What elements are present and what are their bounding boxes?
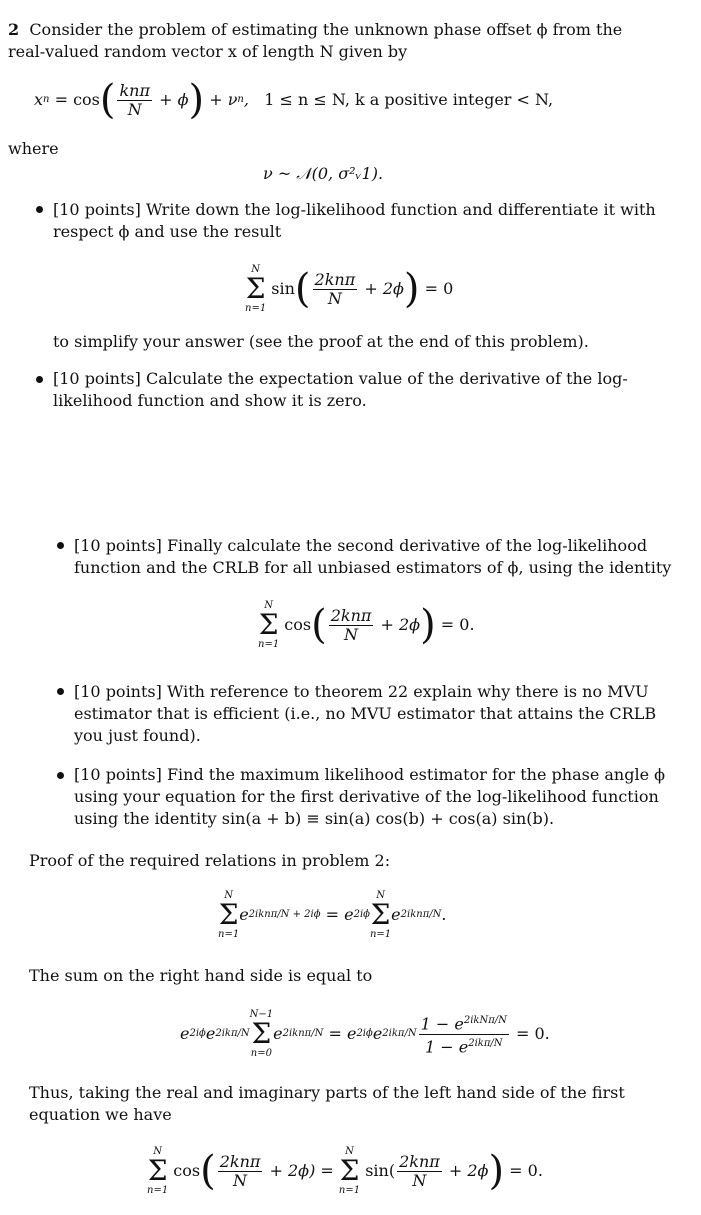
- bullet-2-line1: [10 points] Calculate the expectation value of the derivative of the log-: [53, 369, 628, 388]
- proof-c-lparen: (: [200, 1148, 216, 1194]
- bullet-3-dot: [57, 542, 64, 549]
- proof-c-upper: N: [153, 1146, 162, 1157]
- bullet-5-dot: [57, 772, 64, 779]
- proof-b-exp1b: 2iϕ: [356, 1028, 373, 1039]
- proof-c-cos: cos: [173, 1161, 201, 1180]
- proof-b-exp2: 2ikπ/N: [215, 1028, 250, 1039]
- bullet-1-dot: [36, 206, 43, 213]
- sum-cos-upper: N: [264, 600, 273, 611]
- equation-proof-b: [180, 1003, 550, 1065]
- sum-sin-func: sin: [271, 279, 295, 298]
- proof-c-frac1: [218, 1153, 263, 1190]
- eq1-condition: 1 ≤ n ≤ N, k a positive integer < N,: [264, 90, 554, 109]
- proof-c-upper2: N: [345, 1146, 354, 1157]
- eq1-sub: n: [43, 94, 50, 105]
- proof-sentence2-line1: Thus, taking the real and imaginary parts of the left hand side of the first: [29, 1083, 625, 1102]
- bullet-2-dot: [36, 376, 43, 383]
- eq1-rparen: ): [188, 77, 205, 123]
- sigma-symbol: Σ: [147, 1154, 168, 1187]
- proof-c-sin: sin(: [365, 1161, 396, 1180]
- proof-b-upper: N−1: [249, 1009, 274, 1020]
- proof-b-e4: e: [372, 1024, 383, 1043]
- proof-a-term2: e: [391, 905, 401, 924]
- bullet-1-after: to simplify your answer (see the proof at the end of this problem).: [53, 332, 589, 351]
- equation-sum-sin: [245, 259, 453, 319]
- proof-b-den: 1 − e: [424, 1036, 469, 1056]
- sum-sin-sigma: [245, 264, 266, 314]
- proof-a-end: .: [441, 905, 447, 924]
- eq1-num: knπ: [119, 80, 150, 100]
- sum-cos-rparen: ): [420, 602, 436, 648]
- proof-sentence1: The sum on the right hand side is equal to: [29, 966, 373, 985]
- eq1-den: N: [127, 99, 142, 119]
- problem-intro-line1: [8, 19, 622, 41]
- where-label: where: [8, 139, 59, 158]
- eq1-frac: [117, 82, 152, 119]
- proof-c-tail2: + 2ϕ: [448, 1161, 489, 1180]
- proof-c-den2: N: [412, 1170, 427, 1190]
- sum-sin-rhs: = 0: [424, 279, 454, 298]
- proof-a-term: e: [239, 905, 249, 924]
- eq1-cos: = cos: [54, 90, 100, 109]
- proof-b-sigma: [250, 1009, 274, 1059]
- proof-a-upper2: N: [376, 890, 385, 901]
- sigma-symbol: Σ: [258, 608, 279, 641]
- proof-c-frac2: [397, 1153, 442, 1190]
- sum-cos-func: cos: [284, 615, 312, 634]
- eq1-lparen: (: [99, 77, 116, 123]
- proof-b-den-exp: 2ikπ/N: [468, 1037, 503, 1049]
- proof-b-exp1: 2iϕ: [189, 1028, 206, 1039]
- intro-text: Consider the problem of estimating the unknown phase offset ϕ from the: [29, 20, 623, 39]
- equation-proof-a: [218, 885, 447, 945]
- proof-b-e2: e: [205, 1024, 216, 1043]
- sum-sin-tail: + 2ϕ: [364, 279, 404, 298]
- sum-sin-den: N: [327, 288, 342, 308]
- proof-c-lower2: n=1: [338, 1185, 361, 1196]
- proof-a-lower2: n=1: [369, 929, 392, 940]
- bullet-3-line1: [10 points] Finally calculate the second derivative of the log-likelihood: [74, 536, 648, 555]
- sum-cos-rhs: = 0.: [440, 615, 475, 634]
- proof-a-lower: n=1: [218, 929, 240, 940]
- proof-c-sigma1: [147, 1146, 168, 1196]
- eq1-plus-phi: + ϕ: [159, 90, 189, 109]
- bullet-4-line1: [10 points] With reference to theorem 22 explain why there is no MVU: [74, 682, 649, 701]
- noise-equation: ν ~ 𝒩(0, σ²ᵥ1).: [263, 164, 384, 183]
- proof-a-exp2: 2iknπ/N: [400, 909, 442, 920]
- proof-c-sigma2: [339, 1146, 360, 1196]
- sigma-symbol: Σ: [251, 1017, 272, 1050]
- sum-sin-lparen: (: [294, 266, 311, 312]
- proof-a-upper: N: [224, 890, 233, 901]
- proof-a-mid: = e: [325, 905, 354, 924]
- proof-c-mid: =: [320, 1161, 334, 1180]
- proof-b-num-exp: 2ikNπ/N: [463, 1015, 507, 1027]
- proof-a-sigma1: [218, 890, 239, 940]
- proof-b-sum-exp: 2iknπ/N: [282, 1028, 324, 1039]
- eq1-nu-sub: n: [237, 94, 244, 105]
- proof-c-rhs: = 0.: [509, 1161, 543, 1180]
- proof-b-e1: e: [180, 1024, 190, 1043]
- proof-a-sigma2: [370, 890, 391, 940]
- sum-cos-lparen: (: [311, 602, 327, 648]
- sum-cos-sigma: [258, 600, 279, 650]
- bullet-2-line2: likelihood function and show it is zero.: [53, 391, 367, 410]
- bullet-1-line2: respect ϕ and use the result: [53, 222, 282, 241]
- sum-sin-num: 2knπ: [314, 269, 356, 289]
- sum-sin-rparen: ): [403, 266, 420, 312]
- proof-c-num1: 2knπ: [219, 1151, 261, 1171]
- bullet-1-line1: [10 points] Write down the log-likelihood function and differentiate it with: [53, 200, 656, 219]
- proof-c-lower: n=1: [147, 1185, 169, 1196]
- proof-b-rhs: = 0.: [516, 1024, 550, 1043]
- sum-sin-lower: n=1: [245, 303, 267, 314]
- proof-b-eq: = e: [328, 1024, 357, 1043]
- proof-a-mid-exp: 2iϕ: [353, 909, 370, 920]
- sigma-symbol: Σ: [339, 1154, 360, 1187]
- proof-c-tail1: + 2ϕ): [269, 1161, 316, 1180]
- proof-sentence2-line2: equation we have: [29, 1105, 172, 1124]
- sum-cos-den: N: [344, 624, 359, 644]
- bullet-5-line1: [10 points] Find the maximum likelihood estimator for the phase angle ϕ: [74, 765, 666, 784]
- sum-sin-upper: N: [251, 264, 260, 275]
- bullet-4-line2: estimator that is efficient (i.e., no MVU estimator that attains the CRLB: [74, 704, 657, 723]
- bullet-3-line2: function and the CRLB for all unbiased estimators of ϕ, using the identity: [74, 558, 672, 577]
- sum-cos-frac: [329, 607, 374, 644]
- proof-heading: Proof of the required relations in problem 2:: [29, 851, 391, 870]
- proof-c-rparen: ): [488, 1148, 505, 1194]
- problem-intro-line2: real-valued random vector x of length N given by: [8, 42, 408, 61]
- sigma-symbol: Σ: [245, 272, 266, 305]
- proof-b-num: 1 − e: [420, 1014, 464, 1034]
- eq1-plus-nu: + ν: [209, 90, 238, 109]
- bullet-5-line3: using the identity sin(a + b) ≡ sin(a) cos(b) + cos(a) sin(b).: [74, 809, 555, 828]
- sum-cos-tail: + 2ϕ: [380, 615, 421, 634]
- equation-sum-cos: [258, 595, 475, 655]
- proof-b-lower: n=0: [250, 1048, 272, 1059]
- bullet-5-line2: using your equation for the first derivative of the log-likelihood function: [74, 787, 659, 806]
- sum-cos-num: 2knπ: [330, 605, 372, 625]
- bullet-4-line3: you just found).: [74, 726, 201, 745]
- eq1-lhs: x: [34, 90, 44, 109]
- bullet-4-dot: [57, 688, 64, 695]
- proof-b-exp2b: 2ikπ/N: [382, 1028, 417, 1039]
- sigma-symbol: Σ: [370, 898, 391, 931]
- sum-sin-frac: [313, 271, 358, 308]
- proof-b-frac: [419, 1012, 509, 1056]
- proof-c-den1: N: [233, 1170, 248, 1190]
- sigma-symbol: Σ: [218, 898, 239, 931]
- sum-cos-lower: n=1: [258, 639, 280, 650]
- proof-a-exp: 2iknπ/N + 2iϕ: [248, 909, 321, 920]
- proof-b-e3: e: [273, 1024, 283, 1043]
- problem-number: 2: [8, 20, 20, 39]
- equation-proof-c: [147, 1140, 543, 1202]
- equation-signal-model: x n = cos ( $\frac{\text{knπ}}{N}$ + ϕ ) + ν n , 1 ≤ n ≤ N, k a positive integer < N,: [34, 77, 554, 123]
- proof-c-num2: 2knπ: [399, 1151, 440, 1171]
